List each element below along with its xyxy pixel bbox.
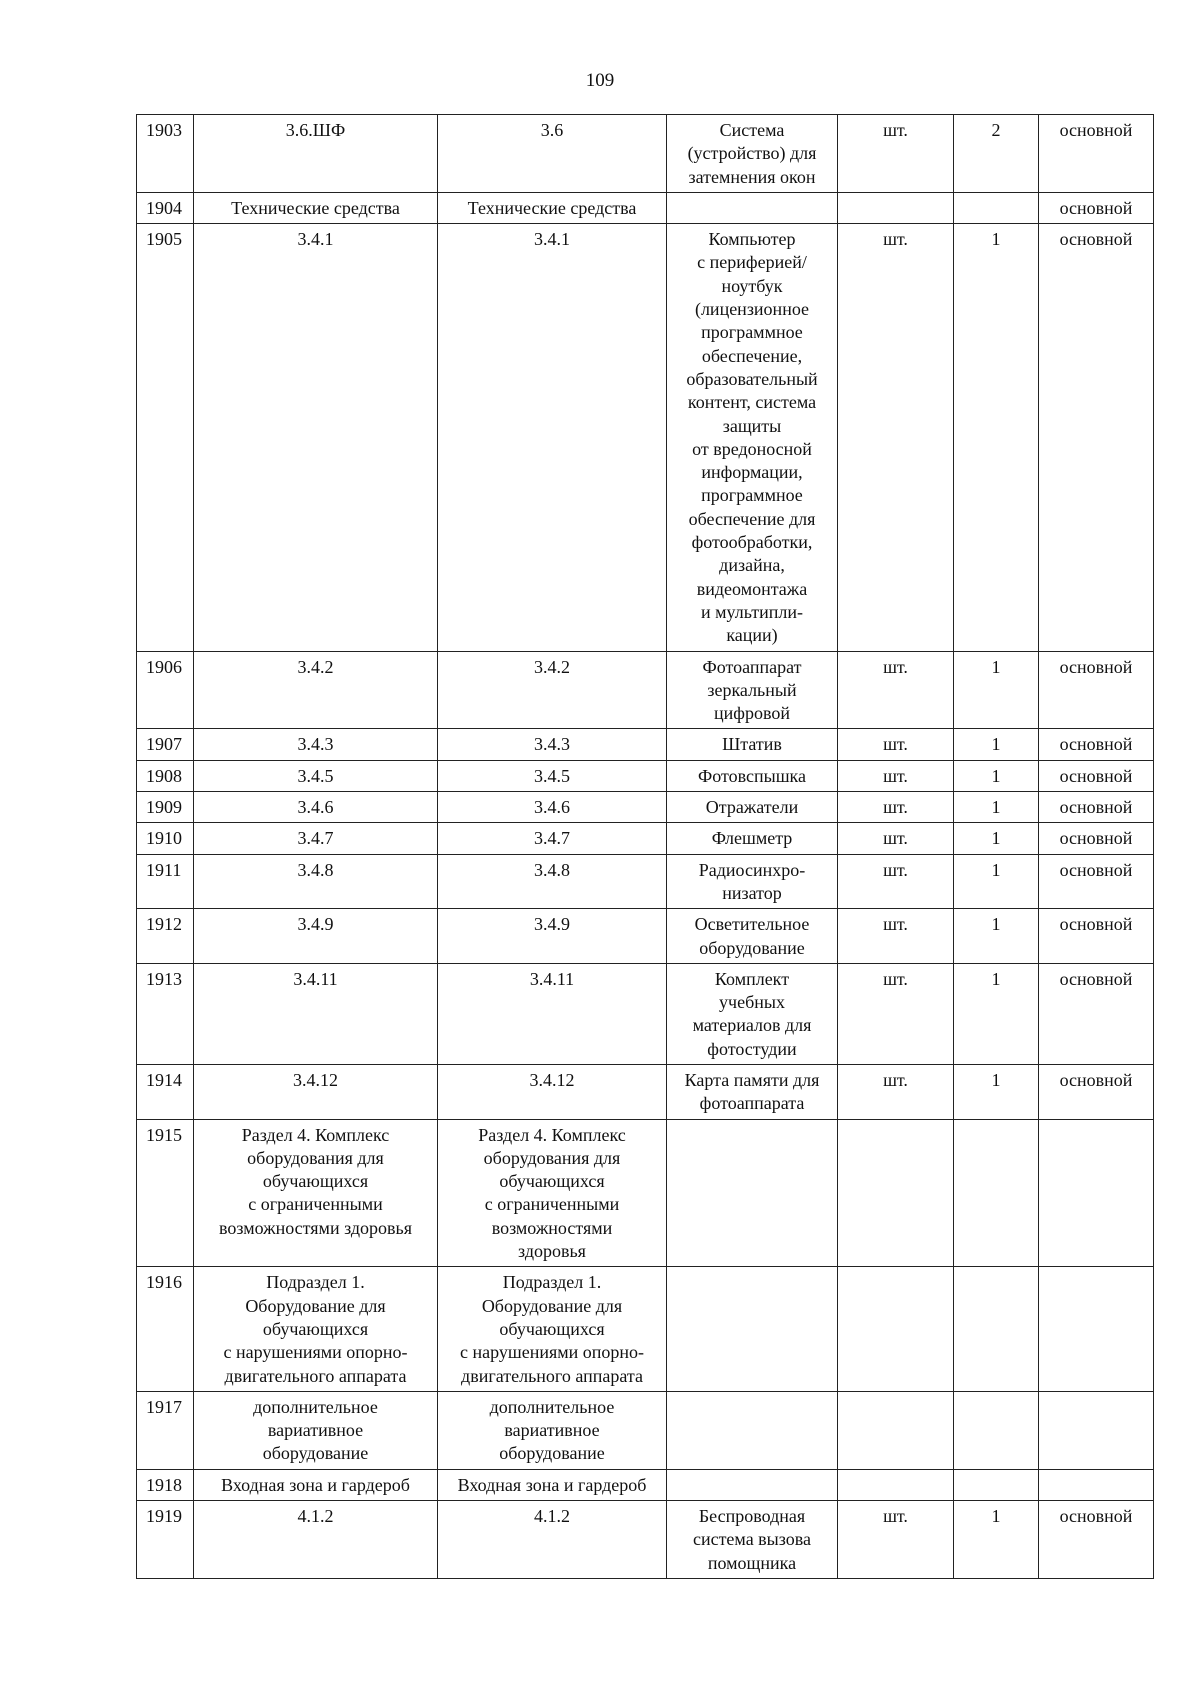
- type-cell: основной: [1039, 909, 1154, 964]
- row-number: 1907: [137, 729, 194, 760]
- row-number: 1910: [137, 823, 194, 854]
- type-cell: основной: [1039, 1064, 1154, 1119]
- section-code-cell: дополнительное вариативное оборудование: [194, 1391, 438, 1469]
- item-name-cell: Фотоаппарат зеркальный цифровой: [667, 651, 838, 729]
- table-row: [137, 854, 1154, 909]
- item-code-cell: 3.4.9: [438, 909, 667, 964]
- item-code-cell: дополнительное вариативное оборудование: [438, 1391, 667, 1469]
- row-number: 1912: [137, 909, 194, 964]
- item-code-cell: 3.4.6: [438, 792, 667, 823]
- table-row: [137, 1064, 1154, 1119]
- section-code-cell: 4.1.2: [194, 1501, 438, 1579]
- quantity-cell: 1: [954, 1501, 1039, 1579]
- table-row: [137, 651, 1154, 729]
- row-number: 1904: [137, 192, 194, 223]
- quantity-cell: [954, 192, 1039, 223]
- unit-cell: шт.: [838, 651, 954, 729]
- type-cell: основной: [1039, 224, 1154, 651]
- row-number: 1909: [137, 792, 194, 823]
- item-code-cell: Входная зона и гардероб: [438, 1469, 667, 1500]
- row-number: 1906: [137, 651, 194, 729]
- item-name-cell: Фотовспышка: [667, 760, 838, 791]
- unit-cell: шт.: [838, 909, 954, 964]
- row-number: 1911: [137, 854, 194, 909]
- quantity-cell: 2: [954, 115, 1039, 193]
- unit-cell: шт.: [838, 224, 954, 651]
- row-number: 1918: [137, 1469, 194, 1500]
- section-code-cell: 3.4.5: [194, 760, 438, 791]
- unit-cell: шт.: [838, 1501, 954, 1579]
- row-number: 1915: [137, 1119, 194, 1267]
- unit-cell: [838, 1119, 954, 1267]
- quantity-cell: 1: [954, 854, 1039, 909]
- item-code-cell: 3.4.5: [438, 760, 667, 791]
- type-cell: основной: [1039, 115, 1154, 193]
- unit-cell: шт.: [838, 760, 954, 791]
- section-code-cell: Технические средства: [194, 192, 438, 223]
- unit-cell: [838, 1391, 954, 1469]
- type-cell: основной: [1039, 651, 1154, 729]
- item-name-cell: Компьютер с периферией/ ноутбук (лицензионное программное обеспечение, образовательный контент, система защиты от вредоносной информации, программное обеспечение для фотообработки, дизайна, видеомонтажа и мультипли- кации): [667, 224, 838, 651]
- type-cell: основной: [1039, 823, 1154, 854]
- item-name-cell: Комплект учебных материалов для фотостудии: [667, 963, 838, 1064]
- table-row: [137, 192, 1154, 223]
- item-name-cell: Радиосинхро- низатор: [667, 854, 838, 909]
- item-name-cell: [667, 1119, 838, 1267]
- table-row: [137, 224, 1154, 651]
- section-code-cell: 3.4.12: [194, 1064, 438, 1119]
- item-name-cell: Система (устройство) для затемнения окон: [667, 115, 838, 193]
- type-cell: [1039, 1469, 1154, 1500]
- item-code-cell: 3.4.3: [438, 729, 667, 760]
- quantity-cell: 1: [954, 823, 1039, 854]
- equipment-table: [136, 114, 1154, 1579]
- quantity-cell: [954, 1391, 1039, 1469]
- item-code-cell: Раздел 4. Комплекс оборудования для обучающихся с ограниченными возможностями здоровья: [438, 1119, 667, 1267]
- table-row: [137, 963, 1154, 1064]
- table-row: [137, 729, 1154, 760]
- unit-cell: [838, 1267, 954, 1391]
- item-code-cell: 3.4.1: [438, 224, 667, 651]
- row-number: 1914: [137, 1064, 194, 1119]
- table-row: [137, 1391, 1154, 1469]
- type-cell: основной: [1039, 729, 1154, 760]
- section-code-cell: Входная зона и гардероб: [194, 1469, 438, 1500]
- section-code-cell: 3.4.1: [194, 224, 438, 651]
- table-row: [137, 760, 1154, 791]
- quantity-cell: 1: [954, 909, 1039, 964]
- row-number: 1916: [137, 1267, 194, 1391]
- table-row: [137, 115, 1154, 193]
- item-name-cell: [667, 1391, 838, 1469]
- unit-cell: шт.: [838, 792, 954, 823]
- section-code-cell: 3.4.2: [194, 651, 438, 729]
- unit-cell: шт.: [838, 963, 954, 1064]
- table-row: [137, 1469, 1154, 1500]
- item-code-cell: 3.4.11: [438, 963, 667, 1064]
- item-code-cell: 4.1.2: [438, 1501, 667, 1579]
- type-cell: основной: [1039, 1501, 1154, 1579]
- row-number: 1903: [137, 115, 194, 193]
- unit-cell: [838, 1469, 954, 1500]
- section-code-cell: 3.6.ШФ: [194, 115, 438, 193]
- section-code-cell: 3.4.8: [194, 854, 438, 909]
- section-code-cell: 3.4.9: [194, 909, 438, 964]
- type-cell: основной: [1039, 192, 1154, 223]
- quantity-cell: 1: [954, 792, 1039, 823]
- unit-cell: шт.: [838, 1064, 954, 1119]
- section-code-cell: Подраздел 1. Оборудование для обучающихся с нарушениями опорно- двигательного аппарата: [194, 1267, 438, 1391]
- item-name-cell: Флешметр: [667, 823, 838, 854]
- type-cell: основной: [1039, 963, 1154, 1064]
- item-name-cell: [667, 192, 838, 223]
- item-code-cell: 3.4.8: [438, 854, 667, 909]
- item-name-cell: [667, 1267, 838, 1391]
- type-cell: [1039, 1267, 1154, 1391]
- item-code-cell: 3.4.2: [438, 651, 667, 729]
- table-row: [137, 792, 1154, 823]
- item-code-cell: Технические средства: [438, 192, 667, 223]
- table-row: [137, 909, 1154, 964]
- quantity-cell: [954, 1469, 1039, 1500]
- type-cell: основной: [1039, 760, 1154, 791]
- unit-cell: шт.: [838, 823, 954, 854]
- row-number: 1908: [137, 760, 194, 791]
- section-code-cell: 3.4.11: [194, 963, 438, 1064]
- table-row: [137, 1267, 1154, 1391]
- table-row: [137, 1501, 1154, 1579]
- section-code-cell: 3.4.3: [194, 729, 438, 760]
- quantity-cell: 1: [954, 963, 1039, 1064]
- item-name-cell: Отражатели: [667, 792, 838, 823]
- section-code-cell: 3.4.6: [194, 792, 438, 823]
- row-number: 1917: [137, 1391, 194, 1469]
- item-name-cell: Карта памяти для фотоаппарата: [667, 1064, 838, 1119]
- quantity-cell: [954, 1119, 1039, 1267]
- section-code-cell: Раздел 4. Комплекс оборудования для обучающихся с ограниченными возможностями здоровья: [194, 1119, 438, 1267]
- table-row: [137, 823, 1154, 854]
- section-code-cell: 3.4.7: [194, 823, 438, 854]
- type-cell: [1039, 1391, 1154, 1469]
- quantity-cell: [954, 1267, 1039, 1391]
- quantity-cell: 1: [954, 760, 1039, 791]
- unit-cell: шт.: [838, 115, 954, 193]
- item-name-cell: Беспроводная система вызова помощника: [667, 1501, 838, 1579]
- item-name-cell: Штатив: [667, 729, 838, 760]
- table-row: [137, 1119, 1154, 1267]
- quantity-cell: 1: [954, 1064, 1039, 1119]
- page-number: 109: [585, 70, 615, 91]
- quantity-cell: 1: [954, 224, 1039, 651]
- type-cell: основной: [1039, 792, 1154, 823]
- unit-cell: шт.: [838, 729, 954, 760]
- item-code-cell: 3.4.7: [438, 823, 667, 854]
- quantity-cell: 1: [954, 651, 1039, 729]
- row-number: 1913: [137, 963, 194, 1064]
- item-code-cell: 3.4.12: [438, 1064, 667, 1119]
- unit-cell: [838, 192, 954, 223]
- type-cell: [1039, 1119, 1154, 1267]
- unit-cell: шт.: [838, 854, 954, 909]
- item-name-cell: [667, 1469, 838, 1500]
- row-number: 1905: [137, 224, 194, 651]
- row-number: 1919: [137, 1501, 194, 1579]
- item-name-cell: Осветительное оборудование: [667, 909, 838, 964]
- quantity-cell: 1: [954, 729, 1039, 760]
- type-cell: основной: [1039, 854, 1154, 909]
- item-code-cell: Подраздел 1. Оборудование для обучающихся с нарушениями опорно- двигательного аппарата: [438, 1267, 667, 1391]
- item-code-cell: 3.6: [438, 115, 667, 193]
